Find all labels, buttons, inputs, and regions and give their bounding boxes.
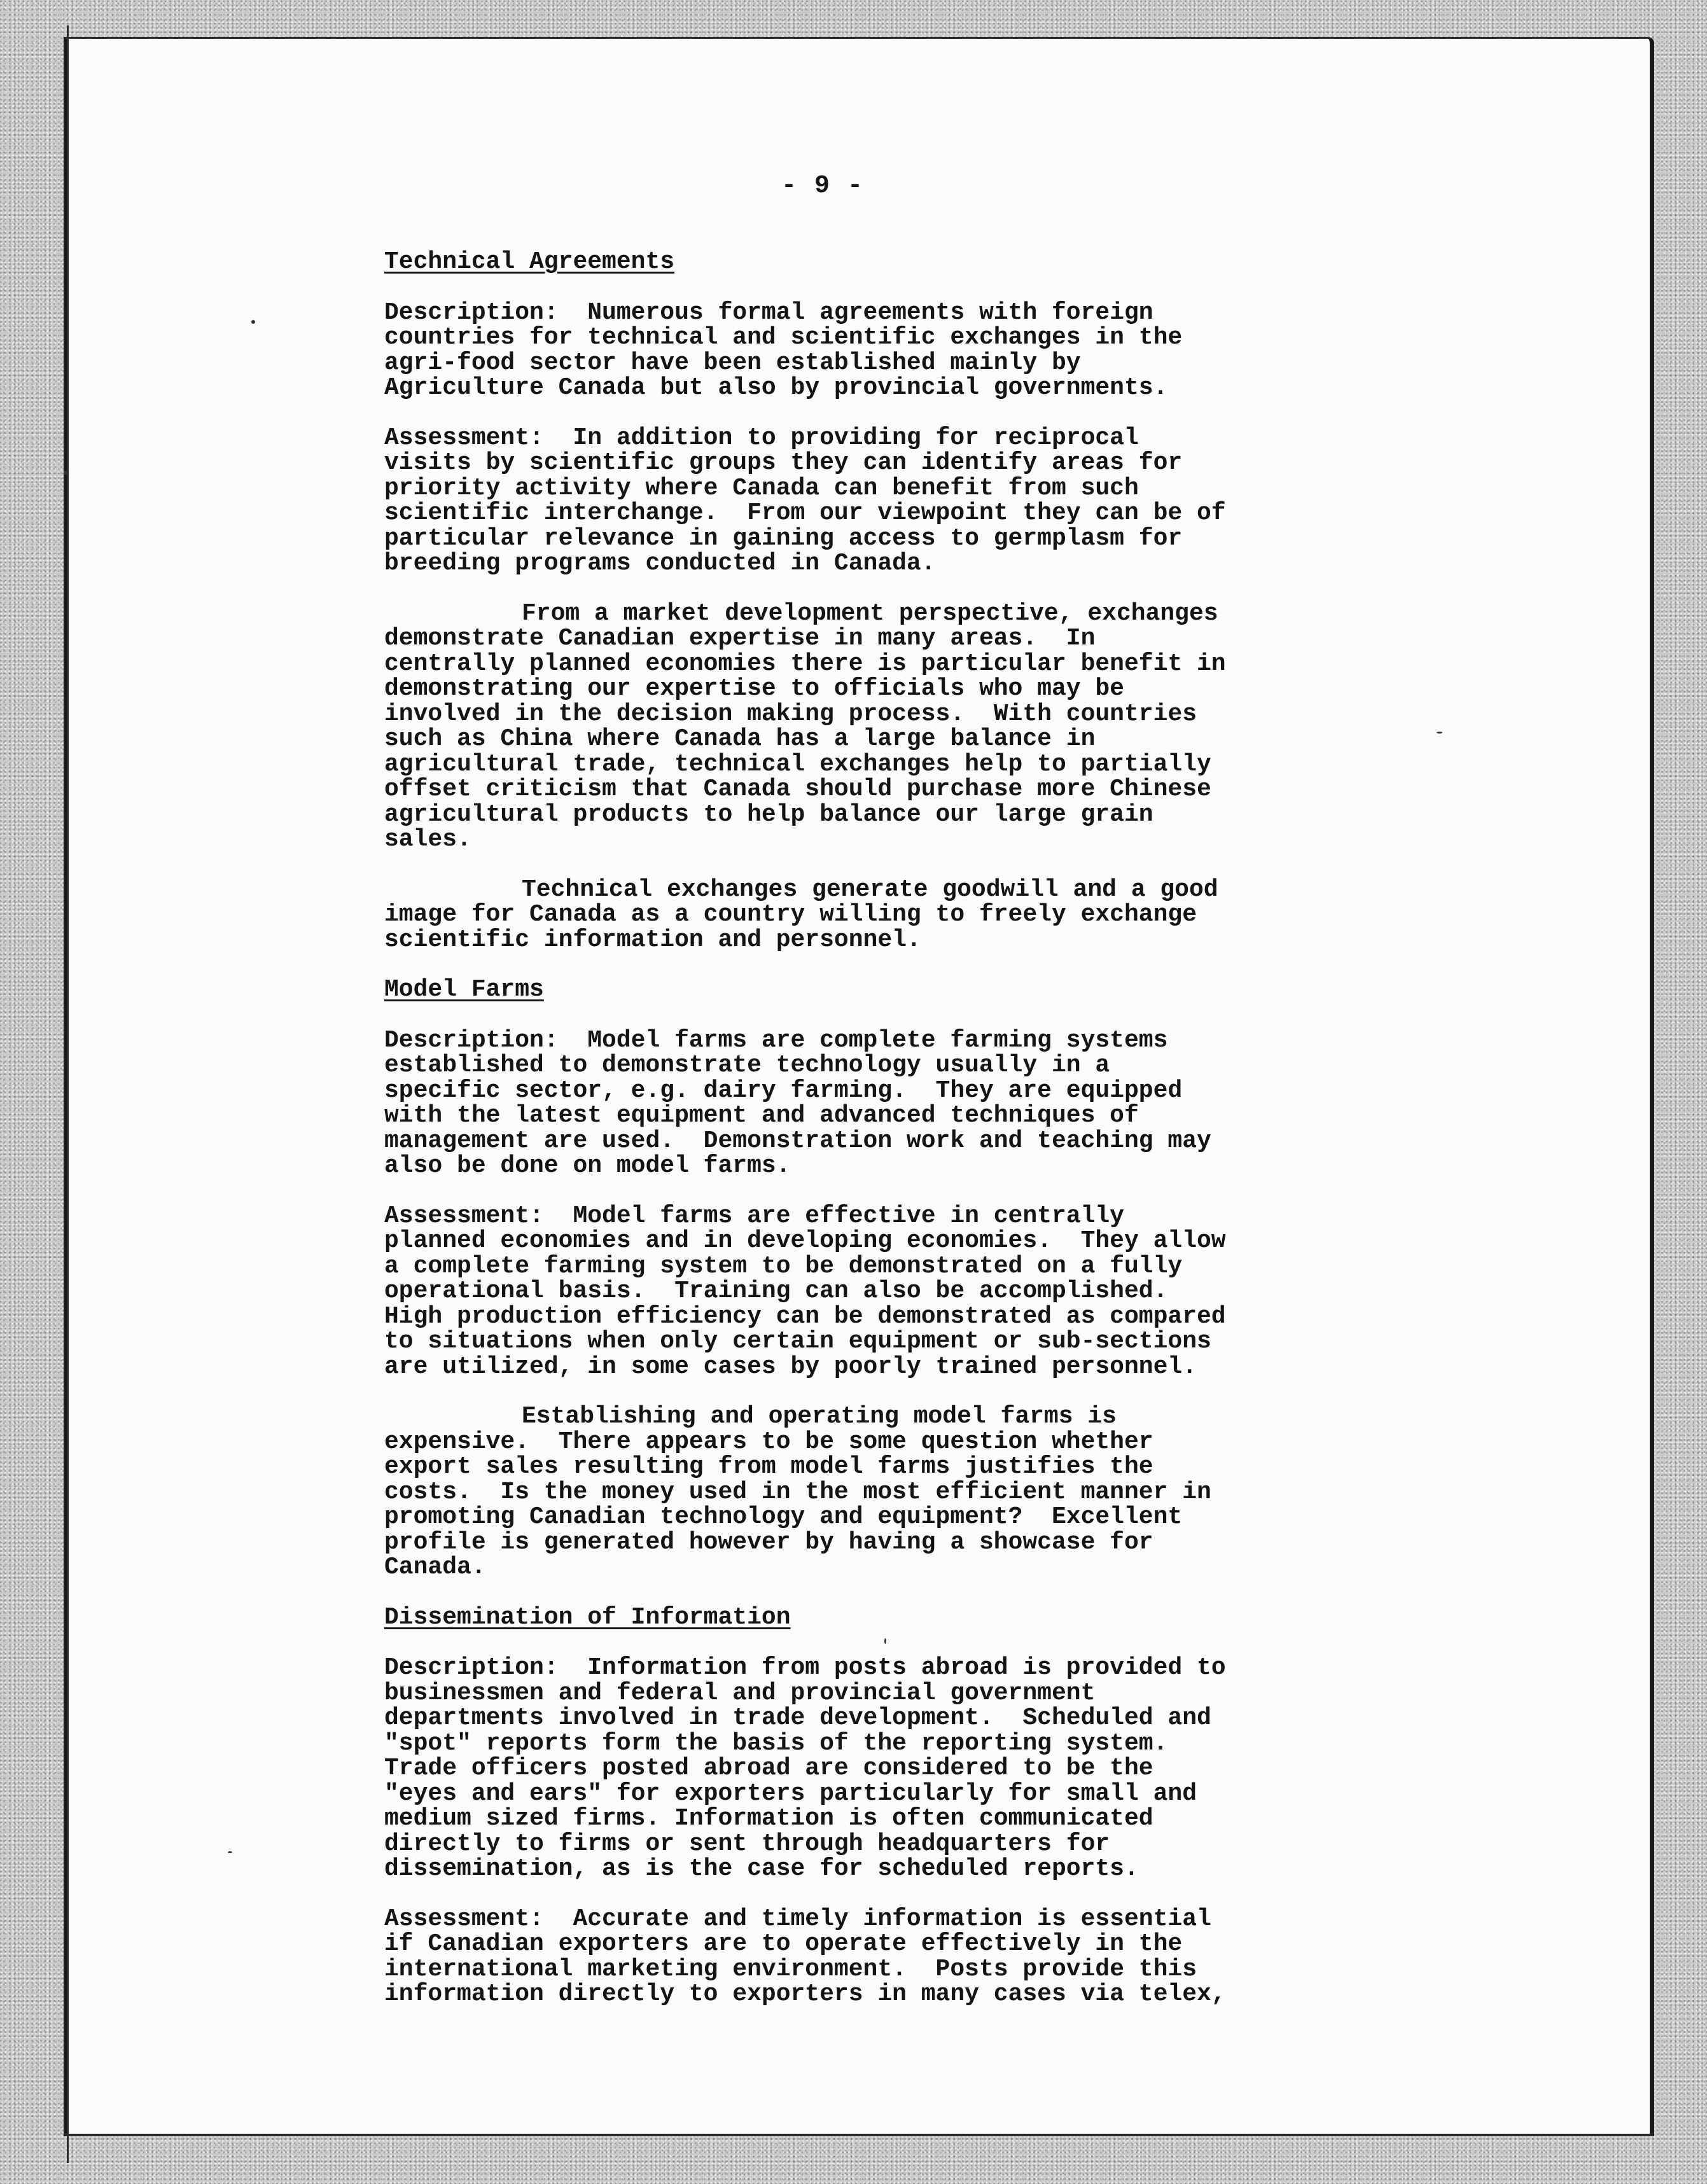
paragraph: [384, 1404, 1313, 1580]
text-line: costs. Is the money used in the most efficient manner in: [384, 1478, 1211, 1506]
text-line: countries for technical and scientific exchanges in the: [384, 324, 1183, 351]
text-line: offset criticism that Canada should purchase more Chinese: [384, 776, 1211, 803]
text-line: agricultural trade, technical exchanges help to partially: [384, 750, 1211, 778]
text-line: involved in the decision making process. With countries: [384, 700, 1197, 728]
text-line: demonstrating our expertise to officials who may be: [384, 675, 1124, 702]
text-line: to situations when only certain equipment or sub-sections: [384, 1328, 1211, 1355]
text-line: centrally planned economies there is particular benefit in: [384, 650, 1226, 678]
text-line: image for Canada as a country willing to freely exchange: [384, 901, 1197, 928]
text-line: export sales resulting from model farms justifies the: [384, 1453, 1153, 1480]
text-line: sales.: [384, 826, 471, 853]
text-line: visits by scientific groups they can identify areas for: [384, 449, 1183, 476]
text-line: international marketing environment. Posts provide this: [384, 1955, 1197, 1983]
text-line: a complete farming system to be demonstrated on a fully: [384, 1252, 1183, 1280]
text-line: operational basis. Training can also be accomplished.: [384, 1277, 1168, 1305]
document-body: [384, 249, 1313, 2032]
paragraph: [384, 1907, 1313, 2007]
text-line: Description: Information from posts abroad is provided to: [384, 1654, 1226, 1681]
text-line: Assessment: Accurate and timely information is essential: [384, 1905, 1211, 1933]
text-line: such as China where Canada has a large balance in: [384, 725, 1096, 753]
text-line: particular relevance in gaining access to germplasm for: [384, 524, 1183, 552]
page-number: - 9 -: [781, 172, 865, 200]
text-line: Assessment: In addition to providing for reciprocal: [384, 424, 1139, 452]
text-line: specific sector, e.g. dairy farming. They are equipped: [384, 1076, 1183, 1104]
text-line: Establishing and operating model farms is: [522, 1403, 1117, 1430]
text-line: departments involved in trade development. Scheduled and: [384, 1704, 1211, 1732]
text-line: Agriculture Canada but also by provincial governments.: [384, 374, 1168, 401]
text-line: scientific information and personnel.: [384, 926, 921, 954]
text-line: businessmen and federal and provincial government: [384, 1679, 1096, 1707]
text-line: planned economies and in developing economies. They allow: [384, 1227, 1226, 1255]
section-model-farms: [384, 977, 1313, 1580]
paragraph: [384, 426, 1313, 576]
section-heading: Technical Agreements: [384, 248, 675, 275]
binding-edge: [67, 25, 69, 2163]
scan-speck: [64, 471, 67, 475]
text-line: dissemination, as is the case for scheduled reports.: [384, 1855, 1139, 1882]
text-line: Description: Model farms are complete farming systems: [384, 1026, 1168, 1054]
text-line: promoting Canadian technology and equipment? Excellent: [384, 1503, 1183, 1531]
section-heading: Dissemination of Information: [384, 1603, 791, 1631]
text-line: Technical exchanges generate goodwill and a good: [522, 875, 1218, 903]
text-line: with the latest equipment and advanced techniques of: [384, 1102, 1139, 1129]
text-line: priority activity where Canada can benefit from such: [384, 474, 1139, 502]
text-line: breeding programs conducted in Canada.: [384, 550, 936, 577]
paragraph: [384, 1028, 1313, 1179]
paragraph: [384, 601, 1313, 852]
text-line: are utilized, in some cases by poorly trained personnel.: [384, 1353, 1197, 1381]
text-line: High production efficiency can be demonstrated as compared: [384, 1302, 1226, 1330]
scan-speck: [884, 1638, 886, 1644]
text-line: expensive. There appears to be some question whether: [384, 1428, 1153, 1456]
scan-speck: [1437, 732, 1442, 734]
text-line: management are used. Demonstration work and teaching may: [384, 1127, 1211, 1155]
paragraph: [384, 300, 1313, 401]
paragraph: [384, 877, 1313, 953]
text-line: "spot" reports form the basis of the reporting system.: [384, 1729, 1168, 1757]
text-line: From a market development perspective, exchanges: [522, 599, 1218, 627]
text-line: Canada.: [384, 1554, 486, 1581]
text-line: agri-food sector have been established mainly by: [384, 349, 1081, 377]
text-line: Trade officers posted abroad are considered to be the: [384, 1755, 1153, 1782]
text-line: profile is generated however by having a showcase for: [384, 1528, 1153, 1556]
text-line: established to demonstrate technology usually in a: [384, 1052, 1110, 1079]
section-heading: Model Farms: [384, 976, 544, 1003]
text-line: scientific interchange. From our viewpoint they can be of: [384, 499, 1226, 527]
text-line: demonstrate Canadian expertise in many areas. In: [384, 625, 1096, 652]
text-line: also be done on model farms.: [384, 1152, 791, 1179]
scan-speck: [251, 320, 255, 324]
text-line: Description: Numerous formal agreements with foreign: [384, 298, 1153, 326]
paragraph: [384, 1204, 1313, 1380]
text-line: "eyes and ears" for exporters particularly for small and: [384, 1779, 1197, 1807]
text-line: agricultural products to help balance our large grain: [384, 800, 1153, 828]
text-line: Assessment: Model farms are effective in centrally: [384, 1202, 1124, 1230]
section-dissemination-of-information: [384, 1605, 1313, 2007]
text-line: if Canadian exporters are to operate effectively in the: [384, 1930, 1183, 1958]
text-line: directly to firms or sent through headquarters for: [384, 1830, 1110, 1858]
text-line: medium sized firms. Information is often communicated: [384, 1805, 1153, 1832]
paragraph: [384, 1655, 1313, 1882]
text-line: information directly to exporters in many cases via telex,: [384, 1980, 1226, 2008]
scan-speck: [228, 1851, 232, 1853]
section-technical-agreements: [384, 249, 1313, 952]
